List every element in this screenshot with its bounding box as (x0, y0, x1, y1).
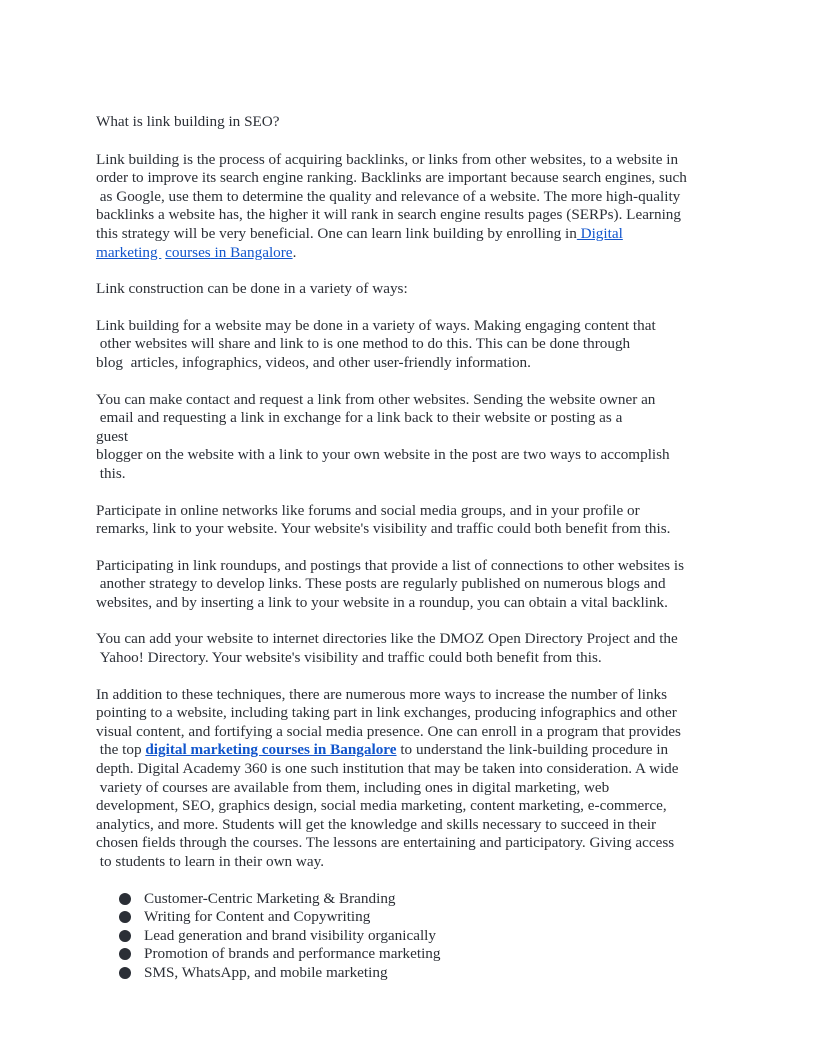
paragraph-content: Link building for a website may be done in a variety of ways. Making engaging content that other websites will share and link to is one method to do this. This can be done through blog articles, infographics, videos, and other user-friendly information. (96, 316, 656, 371)
list-item (119, 964, 721, 983)
paragraph-roundups: Participating in link roundups, and postings that provide a list of connections to other websites is another strategy to develop links. These posts are regularly published on numerous blogs and websites, and by inserting a link to your website in a roundup, you can obtain a vital backlink. (96, 556, 685, 611)
bullet-icon (119, 893, 131, 905)
list-item (119, 927, 721, 946)
paragraph-additional-before: In addition to these techniques, there are numerous more ways to increase the number of links pointing to a website, including taking part in link exchanges, producing infographics and other visual content, and fortifying a social media presence. One can enroll in a program that provides the top (96, 685, 681, 759)
course-list (96, 890, 721, 983)
bullet-icon (119, 930, 131, 942)
list-item (119, 890, 721, 909)
paragraph-ways-heading: Link construction can be done in a variety of ways: (96, 280, 408, 298)
link-in-bangalore[interactable]: in Bangalore (210, 243, 293, 261)
list-item-text: Lead generation and brand visibility organically (144, 926, 436, 944)
list-item-text: Promotion of brands and performance marketing (144, 945, 441, 963)
paragraph-directories: You can add your website to internet directories like the DMOZ Open Directory Project and the Yahoo! Directory. Your website's visibility and traffic could both benefit from this. (96, 630, 678, 667)
document-body (96, 113, 721, 982)
paragraph-outreach: You can make contact and request a link from other websites. Sending the website owner an email and requesting a link in exchange for a link back to their website or posting as a guest blogger on the website with a link to your own website in the post are two ways to accomplish this. (96, 390, 670, 482)
link-digital-marketing-courses[interactable]: digital marketing courses in Bangalore (145, 741, 397, 759)
paragraph-additional-after: to understand the link-building procedure in depth. Digital Academy 360 is one such institution that may be taken into consideration. A wide variety of courses are available from them, including ones in digital marketing, web development, SEO, graphics design, social media marketing, content marketing, e-commerce, analytics, and more. Students will get the knowledge and skills necessary to succeed in their chosen fields through the courses. The lessons are entertaining and participatory. Giving access to students to learn in their own way. (96, 741, 679, 870)
paragraph-intro-text: Link building is the process of acquiring backlinks, or links from other websites, to a website in order to improve its search engine ranking. Backlinks are important because search engines, such as Google, use them to determine the quality and relevance of a website. The more high-quality backlinks a website has, the higher it will rank in search engine results pages (SERPs). Learning this strategy will be very beneficial. One can learn link building by enrolling in (96, 150, 687, 242)
list-item-text: SMS, WhatsApp, and mobile marketing (144, 963, 388, 981)
paragraph-additional (96, 686, 721, 872)
list-item (119, 908, 721, 927)
paragraph-networks: Participate in online networks like forums and social media groups, and in your profile or remarks, link to your website. Your website's visibility and traffic could both benefit from this. (96, 501, 671, 538)
bullet-icon (119, 967, 131, 979)
list-item (119, 945, 721, 964)
list-item-text: Customer-Centric Marketing & Branding (144, 889, 396, 907)
paragraph-intro (96, 151, 721, 263)
link-digital-marketing[interactable]: Digital marketing (96, 224, 623, 261)
document-title: What is link building in SEO? (96, 113, 280, 130)
bullet-icon (119, 911, 131, 923)
list-item-text: Writing for Content and Copywriting (144, 908, 371, 926)
paragraph-intro-end: . (292, 243, 297, 261)
bullet-icon (119, 948, 131, 960)
link-courses[interactable]: courses (165, 243, 211, 261)
